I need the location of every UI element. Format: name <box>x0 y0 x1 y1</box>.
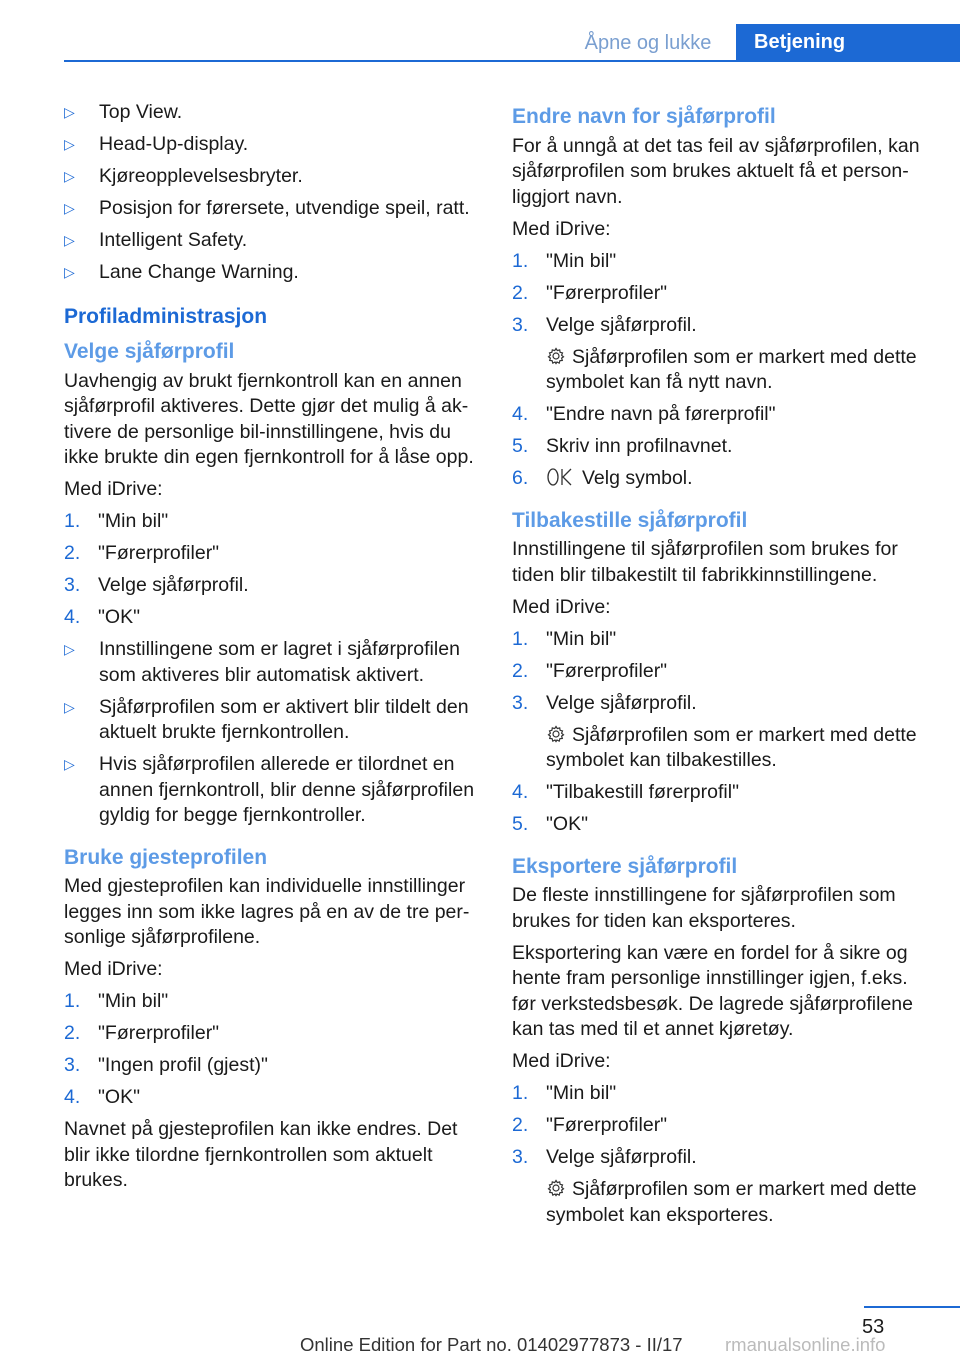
bullet-triangle-icon: ▷ <box>64 168 75 184</box>
gear-icon <box>546 346 566 366</box>
list-item: 6. Velg symbol. <box>512 467 693 489</box>
list-item: 1. "Min bil" <box>512 627 617 650</box>
paragraph-velge: Uavhengig av brukt fjernkontroll kan en annen sjåførprofil aktiveres. Dette gjør det mulig å aktivere de personlige bil-innstillingene, hvis du ikke brukte din egen fjernkontroll for å låse opp. <box>64 369 474 468</box>
list-item: ▷ Kjøreopplevelsesbryter. <box>64 164 482 190</box>
heading-eksportere: Eksportere sjåførprofil <box>512 854 738 878</box>
list-item: ▷ Hvis sjåførprofilen allerede er tilordnet en annen fjernkontroll, blir denne sjåførprofilen gyldig for begge fjernkontroller. <box>64 753 475 826</box>
list-item: 3. Velge sjåførprofil. <box>512 691 697 714</box>
paragraph-gjest: Med gjesteprofilen kan individuelle innstillinger legges inn som ikke lagres på en av de tre personlige sjåførprofilene. <box>64 875 470 948</box>
bullet-triangle-icon: ▷ <box>64 756 75 772</box>
med-idrive-label: Med iDrive: <box>512 1050 611 1072</box>
list-item: 2. "Førerprofiler" <box>512 281 668 304</box>
list-item: ▷ Lane Change Warning. <box>64 260 482 286</box>
step-note: Sjåførprofilen som er markert med dette symbolet kan få nytt navn. <box>546 345 917 393</box>
footer-rule <box>864 1306 960 1308</box>
paragraph-eksportere-1: De fleste innstillingene for sjåførprofilen som brukes for tiden kan eksporteres. <box>512 884 896 932</box>
list-item: ▷ Top View. <box>64 100 482 126</box>
list-item: 2. "Førerprofiler" <box>512 1114 668 1136</box>
list-item: 5. Skriv inn profilnavnet. <box>512 435 733 457</box>
step-note: Sjåførprofilen som er markert med dette symbolet kan eksporteres. <box>546 1178 917 1226</box>
med-idrive-label: Med iDrive: <box>512 595 611 618</box>
bullet-triangle-icon: ▷ <box>64 104 75 120</box>
paragraph-tilbakestille: Innstillingene til sjåførprofilen som brukes for tiden blir tilbakestilt til fabrikkinnstillingene. <box>512 538 898 586</box>
bullet-triangle-icon: ▷ <box>64 136 75 152</box>
med-idrive-label: Med iDrive: <box>64 958 163 980</box>
med-idrive-label: Med iDrive: <box>512 217 611 240</box>
heading-profiladministrasjon: Profiladministrasjon <box>64 304 268 328</box>
list-item: ▷ Intelligent Safety. <box>64 228 482 254</box>
list-item: 1. "Min bil" <box>512 249 617 272</box>
steps-gjest-list <box>64 989 482 1111</box>
velge-notes-list <box>64 637 482 829</box>
ok-icon <box>546 467 574 487</box>
heading-bruke-gjesteprofilen: Bruke gjesteprofilen <box>64 845 268 869</box>
list-item: 2. "Førerprofiler" <box>64 542 220 564</box>
list-item: 2. "Førerprofiler" <box>512 659 668 682</box>
med-idrive-label: Med iDrive: <box>64 478 163 500</box>
left-column <box>64 100 482 1200</box>
feature-bullet-list <box>64 100 482 286</box>
paragraph-endre: For å unngå at det tas feil av sjåførprofilen, kan sjåførprofilen som brukes aktuelt få et personliggjort navn. <box>512 134 920 208</box>
list-item: 1. "Min bil" <box>64 510 169 532</box>
list-item: ▷ Innstillingene som er lagret i sjåførprofilen som aktiveres blir automatisk aktivert. <box>64 638 460 686</box>
bullet-triangle-icon: ▷ <box>64 264 75 280</box>
bullet-triangle-icon: ▷ <box>64 232 75 248</box>
footer-edition: Online Edition for Part no. 01402977873 - II/17 <box>300 1334 683 1355</box>
list-item: ▷ Sjåførprofilen som er aktivert blir tildelt den aktuelt brukte fjernkontrollen. <box>64 695 469 743</box>
bullet-triangle-icon: ▷ <box>64 200 75 216</box>
header-chapter-tab: Betjening <box>736 24 960 62</box>
list-item: 4. "Tilbakestill førerprofil" <box>512 781 739 803</box>
paragraph-gjest-end: Navnet på gjesteprofilen kan ikke endres. Det blir ikke tilordne fjernkontrollen som aktuelt brukes. <box>64 1118 458 1191</box>
heading-endre-navn: Endre navn for sjåførprofil <box>512 105 776 128</box>
list-item: 3. "Ingen profil (gjest)" <box>64 1054 268 1076</box>
list-item: 5. "OK" <box>512 813 589 835</box>
list-item: 2. "Førerprofiler" <box>64 1022 220 1044</box>
watermark: rmanualsonline.info <box>725 1334 886 1355</box>
list-item: 4. "OK" <box>64 1086 141 1108</box>
list-item: ▷ Head-Up-display. <box>64 132 482 158</box>
header-section-title: Åpne og lukke <box>584 32 712 54</box>
list-item: 1. "Min bil" <box>64 990 169 1012</box>
paragraph-eksportere-2: Eksportering kan være en fordel for å sikre og hente fram personlige innstillinger igjen, f.eks. før verkstedsbesøk. De lagrede sjåførprofilene kan tas med til et annet kjøretøy. <box>512 941 913 1040</box>
gear-icon <box>546 724 566 744</box>
heading-tilbakestille: Tilbakestille sjåførprofil <box>512 508 748 532</box>
heading-velge-sjaforprofil: Velge sjåførprofil <box>64 340 235 363</box>
list-item: 4. "Endre navn på førerprofil" <box>512 403 776 425</box>
list-item: 4. "OK" <box>64 606 141 628</box>
list-item: 3. Velge sjåførprofil. <box>512 313 697 336</box>
gear-icon <box>546 1178 566 1198</box>
step-note: Sjåførprofilen som er markert med dette symbolet kan tilbakestilles. <box>546 723 917 771</box>
list-item: 3. Velge sjåførprofil. <box>512 1146 697 1168</box>
list-item: 1. "Min bil" <box>512 1082 617 1104</box>
bullet-triangle-icon: ▷ <box>64 641 75 657</box>
right-column <box>512 100 930 1235</box>
list-item: ▷ Posisjon for førersete, utvendige speil, ratt. <box>64 196 482 222</box>
bullet-triangle-icon: ▷ <box>64 698 75 715</box>
steps-velge-list <box>64 509 482 631</box>
list-item: 3. Velge sjåførprofil. <box>64 574 249 596</box>
page-number: 53 <box>862 1316 885 1338</box>
